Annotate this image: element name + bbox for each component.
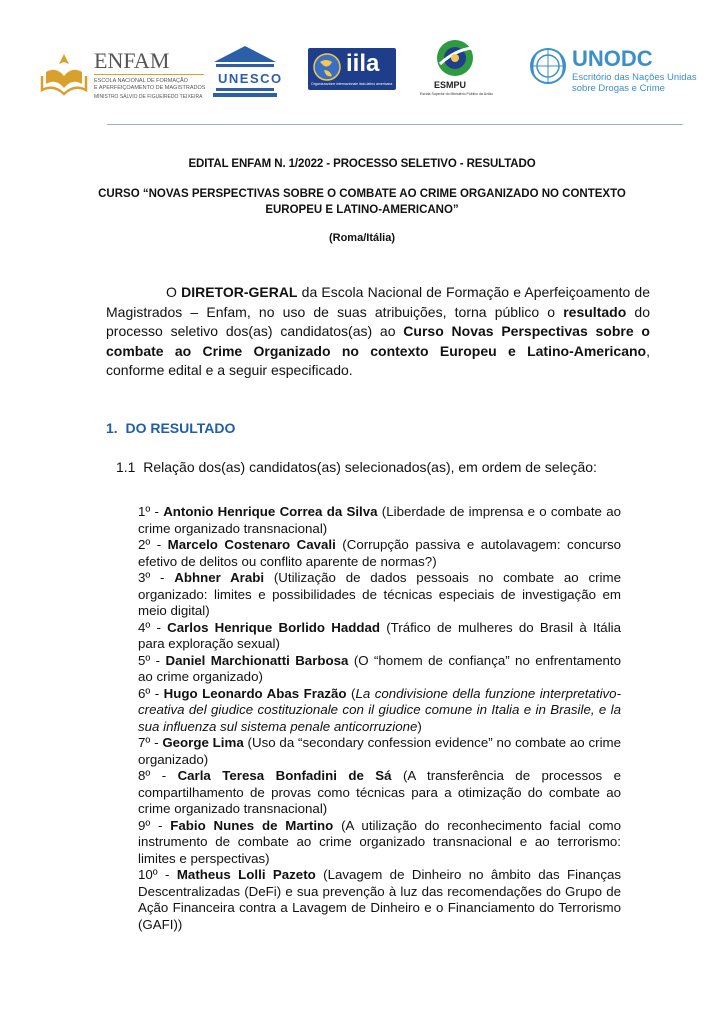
esmpu-logo [420,38,500,104]
enfam-subtitle-3: MINISTRO SÁLVIO DE FIGUEIREDO TEIXEIRA [94,94,203,100]
candidate-name: Hugo Leonardo Abas Frazão [163,685,347,701]
esmpu-text: ESMPU [434,80,467,90]
unesco-text: UNESCO [218,71,283,86]
iila-logo [308,38,398,104]
iila-text: iila [346,50,380,77]
unodc-subtitle-1: Escritório das Nações Unidas [572,72,697,83]
candidate-name: Carla Teresa Bonfadini de Sá [177,768,392,783]
candidate-topic-open: ( [346,685,356,701]
candidate-topic: (A utilização do reconhecimento facial como instrumento de combate ao crime organizado transnacional e ao terrorismo: limites e perspectivas) [138,817,621,866]
candidate-name: Antonio Henrique Correa da Silva [163,504,378,519]
candidate-topic: (A transferência de processos e compartilhamento de provas como técnicas para a otimização do combate ao crime organizado transnacional) [138,768,621,816]
candidate-topic: (Liberdade de imprensa e o combate ao crime organizado transnacional) [138,504,621,536]
partner-logos [40,38,697,108]
header-divider [107,124,683,125]
candidate-rank: 1º - [138,504,164,519]
section-subheading: 1.1 Relação dos(as) candidatos(as) selecionados(as), em ordem de seleção: [116,459,597,475]
candidate-topic: (Tráfico de mulheres do Brasil à Itália para exploração sexual) [138,619,622,651]
intro-resultado: resultado [563,303,627,320]
candidate-rank: 2º - [138,537,168,552]
course-location: (Roma/Itália) [328,232,395,244]
course-title [90,186,634,218]
esmpu-subtitle: Escola Superior do Ministério Público da União [420,92,493,96]
candidate-name: Daniel Marchionatti Barbosa [165,652,349,668]
candidate-rank: 6º - [138,685,164,701]
list-item [138,653,621,686]
esmpu-emblem-icon [432,38,478,78]
candidate-name: Matheus Lolli Pazeto [176,867,316,882]
intro-course-name: Curso Novas Perspectivas sobre o combate ao Crime Organizado no contexto Europeu e Latino-Americano [106,323,650,359]
list-item [138,570,621,620]
enfam-logo [40,38,206,104]
enfam-subtitle-2: E APERFEIÇOAMENTO DE MAGISTRADOS [94,85,206,91]
unodc-subtitle-2: sobre Drogas e Crime [572,83,665,94]
list-item [138,504,621,537]
candidate-name: Carlos Henrique Borlido Haddad [167,619,381,635]
candidate-topic: (Lavagem de Dinheiro no âmbito das Finanças Descentralizadas (DeFi) e sua prevenção à luz das recomendações do Grupo de Ação Financeira contra a Lavagem de Dinheiro e o Financiamento do Terrorismo (GAFI)) [138,867,622,932]
candidate-list [138,504,621,933]
candidate-name: Marcelo Costenaro Cavali [167,537,336,552]
list-item [138,735,621,768]
unodc-text: UNODC [572,46,653,71]
intro-text-3: do processo seletivo dos(as) candidatos(as) ao [106,303,650,339]
candidate-rank: 9º - [138,817,171,833]
intro-text-4: , conforme edital e a seguir especificado. [106,342,650,378]
intro-text-1: O [166,284,182,300]
candidate-topic: (Uso da “secondary confession evidence” no combate ao crime organizado) [138,735,621,767]
candidate-rank: 5º - [138,652,166,668]
list-item [138,537,621,570]
edital-title: EDITAL ENFAM N. 1/2022 - PROCESSO SELETIVO - RESULTADO [188,158,536,170]
intro-paragraph [106,283,650,381]
candidate-topic-close: ) [417,718,422,734]
iila-globe-icon [312,52,342,82]
list-item [138,686,621,736]
unesco-logo [212,38,282,104]
section-heading: 1. DO RESULTADO [106,420,236,436]
candidate-name: Abhner Arabi [174,570,265,585]
list-item [138,818,621,868]
intro-director: DIRETOR-GERAL [181,284,298,300]
enfam-subtitle-1: ESCOLA NACIONAL DE FORMAÇÃO [94,78,188,84]
candidate-rank: 3º - [138,570,175,585]
candidate-rank: 4º - [138,619,168,635]
list-item [138,620,621,653]
enfam-name: ENFAM [94,48,170,73]
candidate-rank: 10º - [138,867,177,882]
enfam-emblem-icon [40,50,88,98]
candidate-rank: 7º - [138,735,163,750]
list-item [138,867,621,933]
un-emblem-icon [528,46,568,86]
candidate-rank: 8º - [138,768,178,783]
candidate-name: Fabio Nunes de Martino [170,817,334,833]
iila-subtitle: Organizzazione internazionale italo-latino americana [311,82,393,86]
course-title-line-2: EUROPEU E LATINO-AMERICANO” [265,204,459,216]
unodc-logo [528,38,697,104]
candidate-topic: (Corrupção passiva e autolavagem: concurso efetivo de delitos ou conflito aparente de normas?) [138,537,622,569]
intro-text-2: da Escola Nacional de Formação e Aperfeiçoamento de Magistrados – Enfam, no uso de suas atribuições, torna público o [106,284,650,320]
candidate-topic: La condivisione della funzione interpretativo-creativa del giudice costituzionale con il giudice comune in Italia e in Brasile, e la sua influenza sul sistema penale anticorruzione [138,685,622,734]
candidate-name: George Lima [162,735,244,750]
course-title-line-1: CURSO “NOVAS PERSPECTIVAS SOBRE O COMBATE AO CRIME ORGANIZADO NO CONTEXTO [98,188,626,200]
list-item [138,768,621,818]
candidate-topic: (O “homem de confiança” no enfrentamento ao crime organizado) [138,652,621,684]
candidate-topic: (Utilização de dados pessoais no combate ao crime organizado: limites e possibilidades de técnicas especiais de investigação em meio digital) [138,570,621,618]
